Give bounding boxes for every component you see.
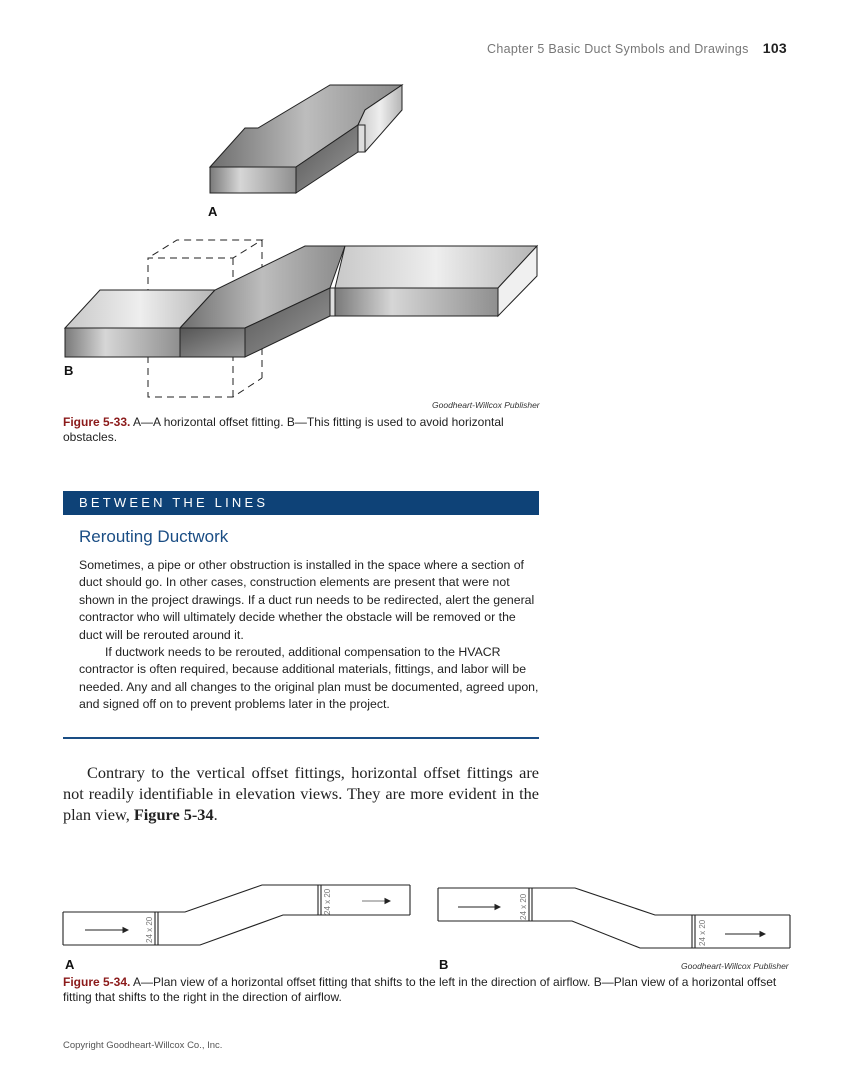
duct-size-label: 24 x 20 [323, 888, 332, 915]
figure-5-33-illustration [0, 0, 849, 420]
sidebar-body [79, 557, 539, 714]
sidebar-paragraph: Sometimes, a pipe or other obstruction is installed in the space where a section of duct should go. In other cases, construction elements are present that were not shown in the project drawings. If a duct run needs to be redirected, alert the general contractor who will ultimately decide whether the obstacle will be removed or the duct will be rerouted around it. [79, 558, 535, 642]
plan-view-a [63, 885, 410, 945]
duct-size-label: 24 x 20 [145, 916, 154, 943]
caption-text: A—Plan view of a horizontal offset fitting that shifts to the left in the direction of airflow. B—Plan view of a horizontal offset fitting that shifts to the right in the direction of airflow. [63, 975, 777, 1004]
chapter-title: Chapter 5 Basic Duct Symbols and Drawings [487, 42, 749, 56]
figure-caption [63, 415, 539, 445]
caption-text: A—A horizontal offset fitting. B—This fitting is used to avoid horizontal obstacles. [63, 415, 504, 444]
figure-caption [63, 975, 793, 1005]
figure-reference: Figure 5-34 [133, 805, 214, 824]
sidebar-rule [63, 737, 539, 739]
body-text: Contrary to the vertical offset fittings, horizontal offset fittings are not readily identifiable in elevation views. They are more evident in the plan view, [63, 763, 539, 824]
body-paragraph [63, 762, 539, 825]
figure-label-b: B [439, 957, 449, 972]
figure-number: Figure 5-34. [63, 975, 131, 989]
figure-credit: Goodheart-Willcox Publisher [432, 400, 540, 410]
figure-label-b: B [64, 363, 74, 378]
copyright-footer: Copyright Goodheart-Willcox Co., Inc. [63, 1040, 223, 1051]
plan-view-b [438, 888, 790, 948]
figure-number: Figure 5-33. [63, 415, 131, 429]
duct-size-label: 24 x 20 [698, 919, 707, 946]
fitting-b [65, 240, 537, 397]
sidebar-paragraph: If ductwork needs to be rerouted, additional compensation to the HVACR contractor is often required, because additional materials, fittings, and labor will be needed. Any and all changes to the original plan must be documented, agreed upon, and signed off on to prevent problems later in the project. [79, 645, 539, 712]
figure-label-a: A [208, 204, 218, 219]
body-text-end: . [213, 805, 218, 824]
fitting-a [210, 85, 402, 193]
sidebar-title: Rerouting Ductwork [79, 527, 229, 546]
duct-size-label: 24 x 20 [519, 893, 528, 920]
page-number: 103 [762, 40, 787, 56]
figure-label-a: A [65, 957, 75, 972]
sidebar-banner: BETWEEN THE LINES [63, 491, 539, 515]
figure-credit: Goodheart-Willcox Publisher [681, 961, 789, 971]
